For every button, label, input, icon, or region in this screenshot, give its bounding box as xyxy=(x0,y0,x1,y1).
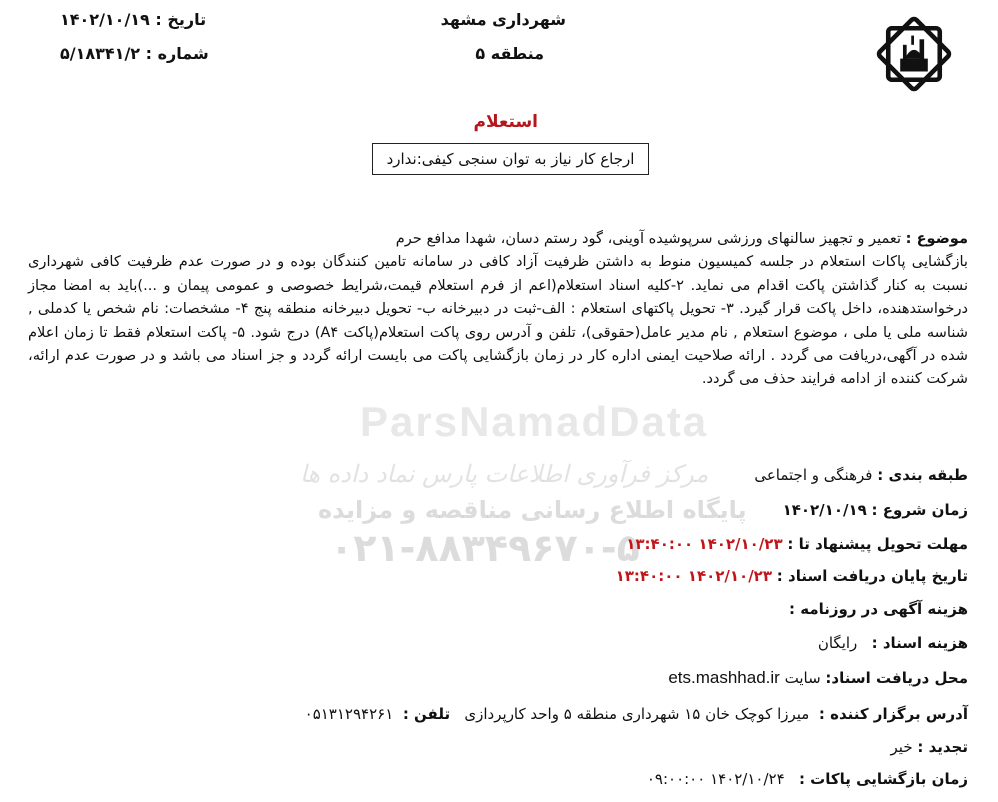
opening-label: زمان بازگشایی پاکات : xyxy=(798,770,968,788)
letter-number xyxy=(60,44,209,63)
field-organizer xyxy=(305,705,968,723)
deadline-value: ۱۴۰۲/۱۰/۲۳ ۱۳:۴۰:۰۰ xyxy=(626,535,783,553)
date-value: ۱۴۰۲/۱۰/۱۹ xyxy=(60,10,150,29)
doc-cost-value: رایگان xyxy=(817,634,858,652)
phone-value: ۰۵۱۳۱۲۹۴۲۶۱ xyxy=(304,705,394,723)
subject-label: موضوع : xyxy=(905,230,968,247)
opening-value: ۱۴۰۲/۱۰/۲۴ ۰۹:۰۰:۰۰ xyxy=(646,770,785,788)
doc-place-site-link[interactable]: ets.mashhad.ir xyxy=(668,668,780,687)
watermark-portal: پایگاه اطلاع رسانی مناقصه و مزایده xyxy=(318,496,747,524)
region-name: منطقه ۵ xyxy=(475,44,544,63)
deadline-label: مهلت تحویل پیشنهاد تا : xyxy=(787,535,968,553)
start-time-label: زمان شروع : xyxy=(871,501,968,519)
doc-cost-label: هزینه اسناد : xyxy=(871,634,968,652)
quality-assessment-box: ارجاع کار نیاز به توان سنجی کیفی:ندارد xyxy=(372,143,649,175)
field-doc-place xyxy=(668,668,968,688)
field-category xyxy=(754,466,968,484)
field-start-time xyxy=(783,501,968,519)
doc-place-prefix: سایت xyxy=(784,669,821,687)
document-title: استعلام xyxy=(473,112,538,132)
subject-text: تعمیر و تجهیز سالنهای ورزشی سرپوشیده آوینی، گود رستم دسان، شهدا مدافع حرم xyxy=(395,230,902,247)
organization-name: شهرداری مشهد xyxy=(440,10,566,29)
watermark-center: مرکز فرآوری اطلاعات پارس نماد داده ها xyxy=(300,460,709,488)
field-opening xyxy=(647,770,968,788)
number-value: ۵/۱۸۳۴۱/۲ xyxy=(60,44,141,63)
organizer-address: میرزا کوچک خان ۱۵ شهرداری منطقه ۵ واحد کارپردازی xyxy=(464,705,810,723)
ad-cost-label: هزینه آگهی در روزنامه : xyxy=(789,600,968,618)
renewal-value: خیر xyxy=(890,738,913,756)
letter-date xyxy=(60,10,206,29)
phone-label: تلفن : xyxy=(402,705,451,723)
renewal-label: تجدید : xyxy=(917,738,968,756)
start-time-value: ۱۴۰۲/۱۰/۱۹ xyxy=(782,501,867,519)
organizer-label: آدرس برگزار کننده : xyxy=(818,705,968,723)
doc-place-label: محل دریافت اسناد: xyxy=(825,669,968,687)
conditions-text: بازگشایی پاکات استعلام در جلسه کمیسیون منوط به داشتن ظرفیت آزاد کافی در سامانه تامین کنندگان بوده و در صورت عدم ظرفیت کافی شهرداری نسبت به کنار گذاشتن پاکت اقدام می نماید. ۲-کلیه اسناد استعلام(اعم از فرم استعلام قیمت،شرایط خصوصی و عمومی پیمان و ...)باید به امضا مجاز درخواستدهنده، داخل پاکت قرار گیرد. ۳- تحویل پاکتهای استعلام : الف-ثبت در دبیرخانه ب- تحویل دبیرخانه منطقه پنج ۴- مشخصات: نام شخص یا کدملی , شناسه ملی یا ملی ، موضوع استعلام , نام مدیر عامل(حقوقی)، تلفن و آدرس روی پاکت استعلام(پاکت A۴) درج شود. ۵- پاکت استعلام فقط تا زمان اعلام شده در آگهی،دریافت می گردد . ارائه صلاحیت ایمنی اداره کار در زمان بازگشایی پاکت می بایست ارائه گردد و جز اسناد می باشد و در صورت عدم ارائه، شرکت کننده از ادامه فرایند حذف می گردد. xyxy=(28,253,969,388)
number-label: شماره : xyxy=(145,44,209,63)
category-label: طبقه بندی : xyxy=(877,466,968,484)
watermark-brand: ParsNamadData xyxy=(360,398,709,445)
watermark-phone: ۰۲۱-۸۸۳۴۹۶۷۰-۵ xyxy=(330,526,640,570)
field-doc-end xyxy=(616,567,968,585)
field-renewal xyxy=(891,738,968,756)
date-label: تاریخ : xyxy=(155,10,207,29)
field-deadline xyxy=(626,535,968,553)
field-doc-cost xyxy=(818,634,968,652)
mashhad-municipality-logo-icon xyxy=(868,8,960,100)
doc-end-label: تاریخ پایان دریافت اسناد : xyxy=(776,567,968,585)
field-ad-cost xyxy=(789,600,968,618)
category-value: فرهنگی و اجتماعی xyxy=(754,466,873,484)
doc-end-value: ۱۴۰۲/۱۰/۲۳ ۱۳:۴۰:۰۰ xyxy=(615,567,772,585)
body-paragraph xyxy=(28,227,968,391)
